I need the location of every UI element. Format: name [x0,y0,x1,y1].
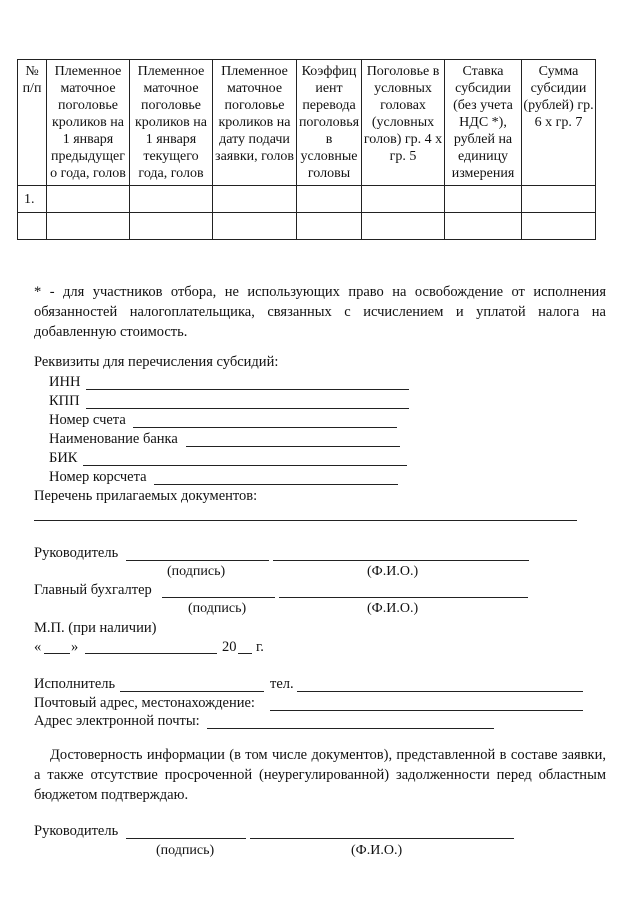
executor-field[interactable] [120,691,264,692]
documents-field[interactable] [34,520,577,521]
table-cell[interactable] [522,213,596,240]
signature-caption: (подпись) [156,843,215,858]
account-label: Номер счета [49,412,126,428]
head-label: Руководитель [34,545,119,561]
fio-caption: (Ф.И.О.) [367,564,419,579]
table-cell[interactable] [18,213,47,240]
phone-label: тел. [270,676,294,692]
table-cell[interactable]: 1. [18,186,47,213]
table-row [18,186,596,213]
header-conditional-heads: Поголовье в условных головах (условных голов) гр. 4 х гр. 5 [362,60,445,186]
table-cell[interactable] [522,186,596,213]
kpp-field[interactable] [86,408,409,409]
table-cell[interactable] [47,186,130,213]
inn-field[interactable] [86,389,409,390]
date-year-suffix: г. [256,639,264,655]
corr-account-label: Номер корсчета [49,469,147,485]
date-day-field[interactable] [44,653,70,654]
table-cell[interactable] [130,213,213,240]
table-cell[interactable] [445,213,522,240]
email-label: Адрес электронной почты: [34,713,200,729]
postal-address-field[interactable] [270,710,583,711]
head-name-field[interactable] [273,560,529,561]
inn-label: ИНН [49,374,81,390]
documents-label: Перечень прилагаемых документов: [34,488,258,504]
phone-field[interactable] [297,691,583,692]
signature-caption: (подпись) [167,564,226,579]
table-cell[interactable] [213,186,297,213]
table-cell[interactable] [297,213,362,240]
bik-field[interactable] [83,465,407,466]
postal-address-label: Почтовый адрес, местонахождение: [34,695,255,711]
table-cell[interactable] [445,186,522,213]
email-field[interactable] [207,728,494,729]
header-sum: Сумма субсидии (рублей) гр. 6 х гр. 7 [522,60,596,186]
bik-label: БИК [49,450,78,466]
fio-caption: (Ф.И.О.) [351,843,403,858]
footnote: * - для участников отбора, не использующих право на освобождение от исполнения обязанностей налогоплательщика, связанных с исчислением и уплатой налога на добавленную стоимость. [34,284,606,340]
accountant-name-field[interactable] [279,597,528,598]
header-rate: Ставка субсидии (без учета НДС *), рублей на единицу измерения [445,60,522,186]
table-row [18,213,596,240]
header-current-year: Племенное маточное поголовье кроликов на 1 января текущего года, голов [130,60,213,186]
table-cell[interactable] [362,213,445,240]
signature-caption: (подпись) [188,601,247,616]
corr-account-field[interactable] [154,484,398,485]
executor-label: Исполнитель [34,676,116,692]
table-header-row [18,60,596,186]
account-field[interactable] [133,427,397,428]
bank-field[interactable] [186,446,400,447]
table-cell[interactable] [130,186,213,213]
table-cell[interactable] [297,186,362,213]
header-prev-year: Племенное маточное поголовье кроликов на 1 января предыдущего года, голов [47,60,130,186]
head-label: Руководитель [34,823,119,839]
table-cell[interactable] [362,186,445,213]
seal-label: М.П. (при наличии) [34,620,157,636]
date-close-quote: » [71,639,79,655]
header-number: № п/п [18,60,47,186]
date-open-quote: « [34,639,42,655]
requisites-title: Реквизиты для перечисления субсидий: [34,354,279,370]
header-application-date: Племенное маточное поголовье кроликов на дату подачи заявки, голов [213,60,297,186]
head-signature-field[interactable] [126,560,269,561]
header-coefficient: Коэффициент перевода поголовья в условные головы [297,60,362,186]
confirmation-text: Достоверность информации (в том числе документов), представленной в составе заявки, а также отсутствие просроченной (неурегулированной) задолженности перед областным бюджетом подтверждаю. [34,747,606,803]
table-cell[interactable] [47,213,130,240]
head-name-field[interactable] [250,838,514,839]
table-cell[interactable] [213,213,297,240]
kpp-label: КПП [49,393,80,409]
head-signature-field[interactable] [126,838,246,839]
date-month-field[interactable] [85,653,217,654]
accountant-label: Главный бухгалтер [34,582,152,598]
fio-caption: (Ф.И.О.) [367,601,419,616]
subsidy-table [17,59,596,240]
bank-label: Наименование банка [49,431,178,447]
date-year-field[interactable] [238,653,252,654]
date-year-prefix: 20 [222,639,237,655]
accountant-signature-field[interactable] [162,597,275,598]
